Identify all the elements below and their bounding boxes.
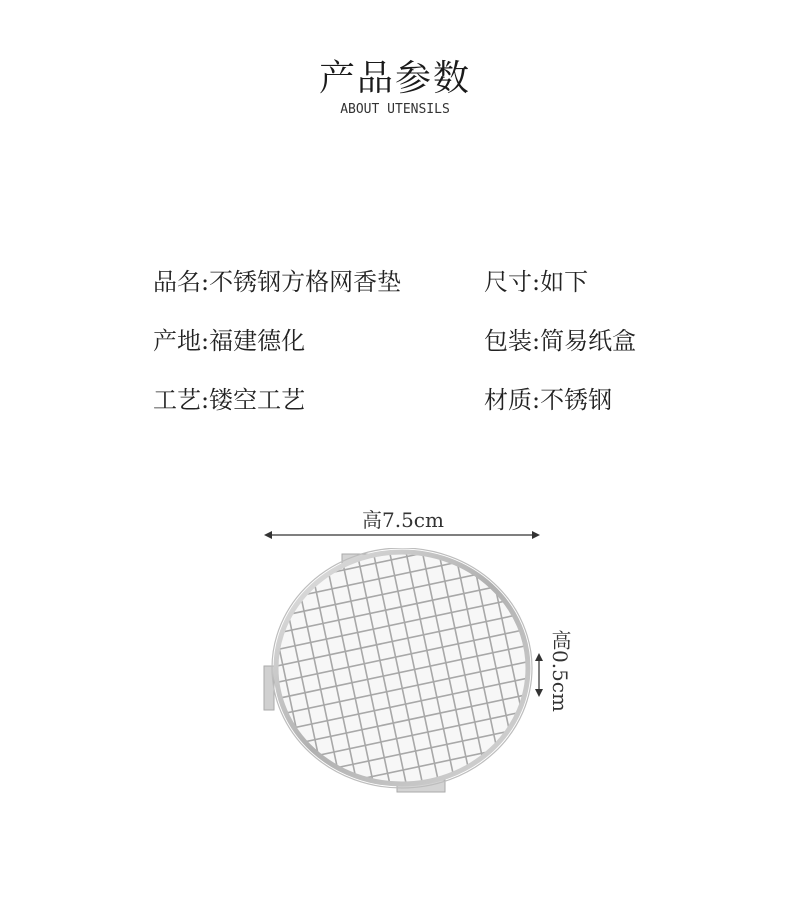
page-title: 产品参数 (318, 58, 471, 99)
spec-craft: 工艺:镂空工艺 (153, 386, 306, 414)
spec-product-name: 品名:不锈钢方格网香垫 (153, 268, 402, 296)
width-dimension-label: 高7.5cm (362, 508, 444, 532)
spec-material: 材质:不锈钢 (484, 386, 613, 414)
spec-packaging: 包装:简易纸盒 (484, 327, 637, 355)
incense-pad-image (262, 548, 542, 796)
height-dimension-label: 高0.5cm (548, 630, 572, 712)
page-subtitle: ABOUT UTENSILS (340, 102, 450, 117)
spec-origin: 产地:福建德化 (153, 327, 306, 355)
spec-size: 尺寸:如下 (484, 268, 589, 296)
